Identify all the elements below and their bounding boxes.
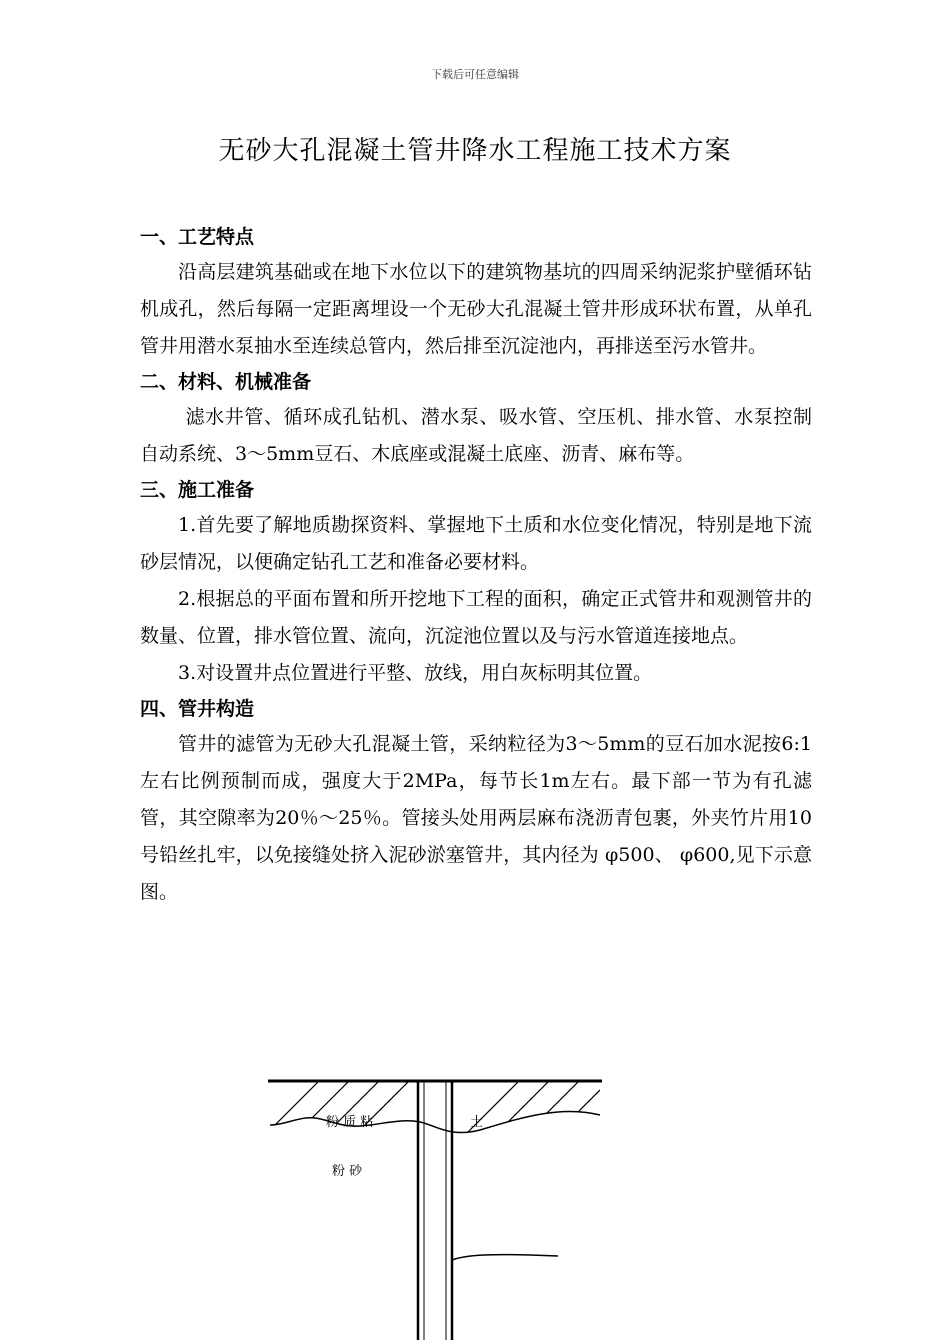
section-heading-well-structure: 四、管井构造 (140, 698, 255, 720)
label-silty-clay: 粉 质 粘 (326, 1115, 374, 1130)
paragraph: 管井的滤管为无砂大孔混凝土管，采纳粒径为3～5mm的豆石加水泥按6:1左右比例预制而成，强度大于2MPa，每节长1m左右。最下部一节为有孔滤管，其空隙率为20％～25％。管接头处用两层麻布浇沥青包裹，外夹竹片用10号铅丝扎牢，以免接缝处挤入泥砂淤塞管井，其内径为 φ500、 φ600,见下示意图。 (140, 733, 812, 903)
document-body (140, 220, 812, 911)
label-silty-sand: 粉 砂 (332, 1164, 363, 1179)
paragraph: 滤水井管、循环成孔钻机、潜水泵、吸水管、空压机、排水管、水泵控制自动系统、3～5mm豆石、木底座或混凝土底座、沥青、麻布等。 (140, 406, 812, 465)
soil-boundary (270, 1111, 600, 1132)
silty-clay-hatching (260, 1080, 610, 1140)
page-title: 无砂大孔混凝土管井降水工程施工技术方案 (218, 136, 732, 166)
header-note: 下载后可任意编辑 (431, 68, 519, 81)
label-silty-clay-end: 土 (470, 1115, 484, 1130)
section-heading-preparation: 三、施工准备 (140, 479, 255, 501)
section-heading-features: 一、工艺特点 (140, 226, 255, 248)
well-schematic-diagram (260, 1070, 620, 1340)
well-schematic-drawing (260, 1070, 620, 1340)
section-heading-materials: 二、材料、机械准备 (140, 371, 312, 393)
water-level-curve (452, 1255, 558, 1260)
paragraph: 1.首先要了解地质勘探资料、掌握地下土质和水位变化情况，特别是地下流砂层情况，以便确定钻孔工艺和准备必要材料。 (140, 514, 812, 573)
paragraph: 沿高层建筑基础或在地下水位以下的建筑物基坑的四周采纳泥浆护壁循环钻机成孔，然后每隔一定距离埋设一个无砂大孔混凝土管井形成环状布置，从单孔管井用潜水泵抽水至连续总管内，然后排至沉淀池内，再排送至污水管井。 (140, 261, 812, 357)
paragraph: 3.对设置井点位置进行平整、放线，用白灰标明其位置。 (178, 662, 653, 684)
paragraph: 2.根据总的平面布置和所开挖地下工程的面积，确定正式管井和观测管井的数量、位置，排水管位置、流向，沉淀池位置以及与污水管道连接地点。 (140, 588, 812, 647)
